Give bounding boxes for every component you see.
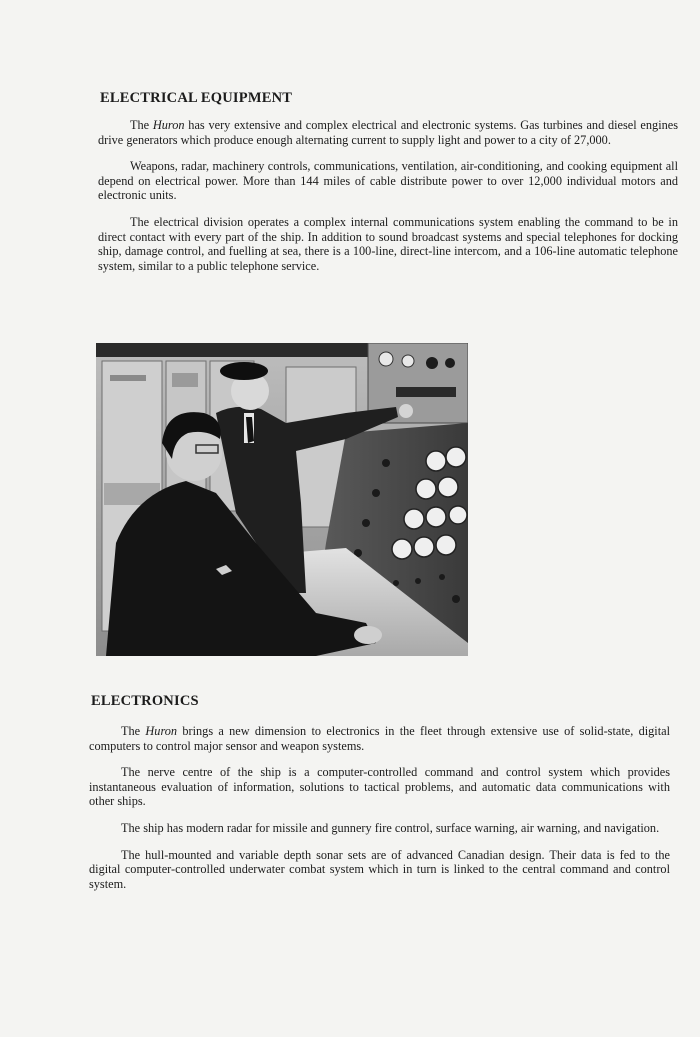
electrical-equipment-heading: ELECTRICAL EQUIPMENT (100, 90, 293, 106)
text-run: brings a new dimension to electronics in the fleet through extensive use of solid-state, digital computers to control major sensor and weapon systems. (89, 724, 671, 753)
electrical-paragraph-3: The electrical division operates a complex internal communications system enabling the command to be in direct contact with every part of the ship. In addition to sound broadcast systems and special telephones for docking ship, damage control, and fuelling at sea, there is a 100-line, direct-line intercom, and a 106-line automatic telephone system, similar to a public telephone service. (98, 214, 678, 273)
text-run: has very extensive and complex electrical and electronic systems. Gas turbines and diesel engines drive generators which produce enough alternating current to supply light and power to a city of 27,000. (98, 118, 678, 147)
electrical-paragraph-1 (98, 118, 678, 147)
photo-illustration (96, 343, 468, 656)
ship-name: Huron (152, 118, 185, 132)
electrical-equipment-section (98, 118, 678, 273)
electronics-paragraph-4: The hull-mounted and variable depth sonar sets are of advanced Canadian design. Their data is fed to the digital computer-controlled underwater combat system which in turn is linked to the central command and control system. (89, 847, 670, 891)
text-run: The (121, 724, 146, 738)
electronics-heading: ELECTRONICS (91, 693, 199, 709)
electronics-paragraph-1 (89, 724, 670, 753)
electronics-paragraph-3: The ship has modern radar for missile and gunnery fire control, surface warning, air warning, and navigation. (121, 820, 660, 835)
text-run: The (130, 118, 153, 132)
electronics-paragraph-2: The nerve centre of the ship is a computer-controlled command and control system which provides instantaneous evaluation of information, solutions to tactical problems, and automatic data communications with other ships. (89, 765, 670, 809)
ship-name: Huron (145, 724, 178, 738)
electronics-section (89, 724, 670, 891)
photo-crew-at-control-console (96, 343, 468, 656)
electrical-paragraph-2: Weapons, radar, machinery controls, communications, ventilation, air-conditioning, and cooking equipment all depend on electrical power. More than 144 miles of cable distribute power to over 12,000 individual motors and electronic units. (98, 159, 678, 203)
